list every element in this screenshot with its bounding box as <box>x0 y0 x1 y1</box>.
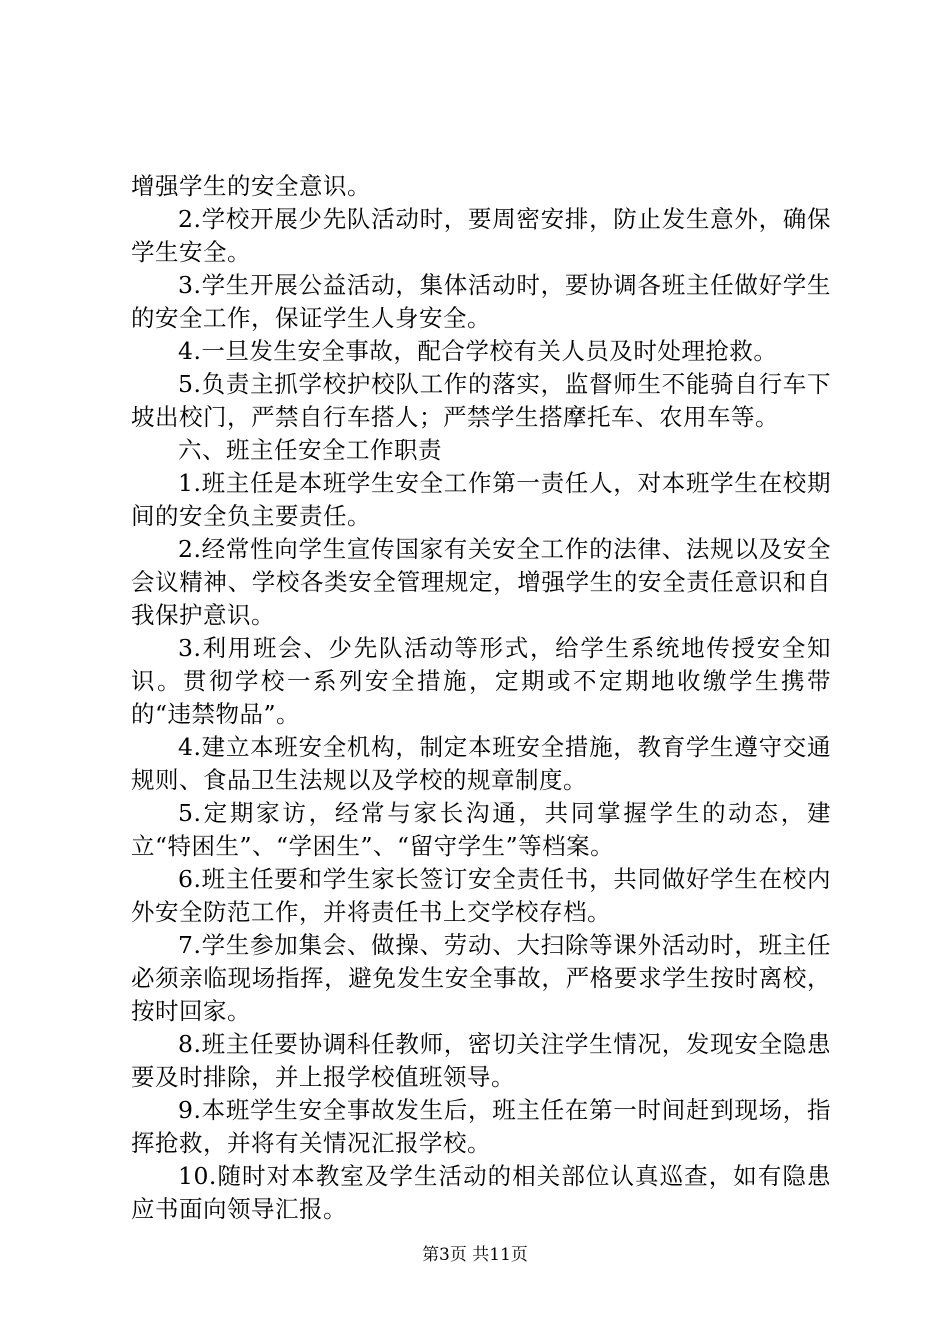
paragraph: 2.学校开展少先队活动时，要周密安排，防止发生意外，确保学生安全。 <box>131 205 831 266</box>
paragraph: 3.利用班会、少先队活动等形式，给学生系统地传授安全知识。贯彻学校一系列安全措施，定期或不定期地收缴学生携带的“违禁物品”。 <box>131 634 831 728</box>
paragraph: 6.班主任要和学生家长签订安全责任书，共同做好学生在校内外安全防范工作，并将责任书上交学校存档。 <box>131 865 831 926</box>
paragraph: 增强学生的安全意识。 <box>131 172 371 200</box>
paragraph: 5.负责主抓学校护校队工作的落实，监督师生不能骑自行车下坡出校门，严禁自行车搭人；严禁学生搭摩托车、农用车等。 <box>131 370 831 431</box>
paragraph: 8.班主任要协调科任教师，密切关注学生情况，发现安全隐患要及时排除，并上报学校值班领导。 <box>131 1030 831 1091</box>
paragraph: 10.随时对本教室及学生活动的相关部位认真巡查，如有隐患应书面向领导汇报。 <box>131 1162 831 1223</box>
document-body <box>131 170 831 1226</box>
paragraph: 4.建立本班安全机构，制定本班安全措施，教育学生遵守交通规则、食品卫生法规以及学校的规章制度。 <box>131 733 831 794</box>
paragraph: 7.学生参加集会、做操、劳动、大扫除等课外活动时，班主任必须亲临现场指挥，避免发生安全事故，严格要求学生按时离校，按时回家。 <box>131 931 831 1025</box>
paragraph: 9.本班学生安全事故发生后，班主任在第一时间赶到现场，指挥抢救，并将有关情况汇报学校。 <box>131 1096 831 1157</box>
page-number-footer: 第3页 共11页 <box>422 1245 528 1265</box>
section-heading: 六、班主任安全工作职责 <box>178 436 442 464</box>
paragraph: 1.班主任是本班学生安全工作第一责任人，对本班学生在校期间的安全负主要责任。 <box>131 469 831 530</box>
paragraph: 3.学生开展公益活动，集体活动时，要协调各班主任做好学生的安全工作，保证学生人身安全。 <box>131 271 831 332</box>
paragraph: 2.经常性向学生宣传国家有关安全工作的法律、法规以及安全会议精神、学校各类安全管理规定，增强学生的安全责任意识和自我保护意识。 <box>131 535 831 629</box>
paragraph: 4.一旦发生安全事故，配合学校有关人员及时处理抢救。 <box>178 337 778 365</box>
paragraph: 5.定期家访，经常与家长沟通，共同掌握学生的动态，建立“特困生”、“学困生”、“留守学生”等档案。 <box>131 799 831 860</box>
